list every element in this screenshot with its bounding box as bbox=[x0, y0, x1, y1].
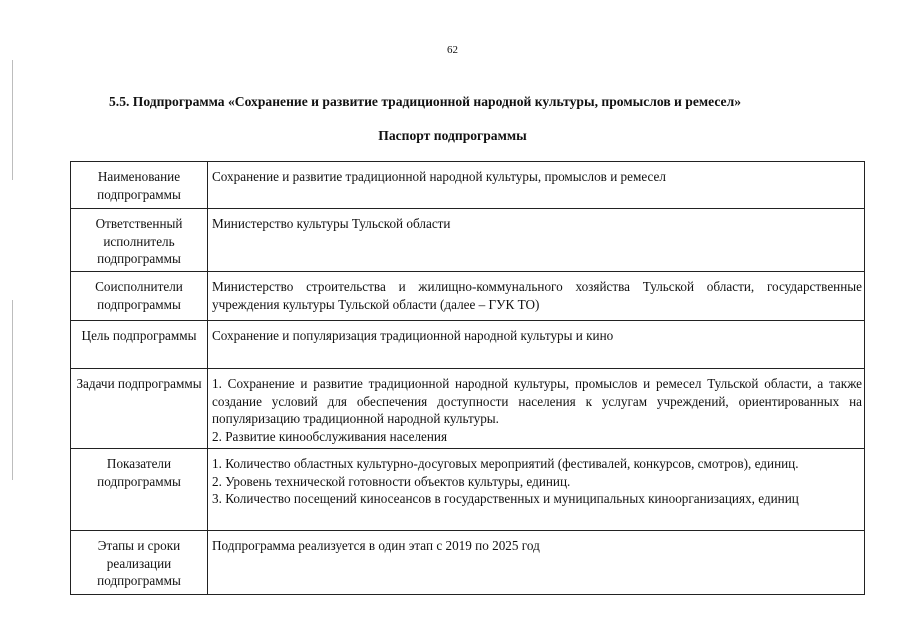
table-row bbox=[71, 369, 865, 449]
row-label: Цель подпрограммы bbox=[71, 321, 208, 369]
row-value bbox=[208, 321, 865, 369]
value-line: Министерство строительства и жилищно-коммунального хозяйства Тульской области, государственные учреждения культуры Тульской области (далее – ГУК ТО) bbox=[212, 279, 862, 312]
row-value bbox=[208, 162, 865, 209]
value-line: 1. Сохранение и развитие традиционной народной культуры, промыслов и ремесел Тульской области, а также создание условий для обеспечения доступности населения к услугам учреждений, ориентированных на популяризацию традиционной народной культуры. bbox=[212, 376, 862, 426]
value-line: Сохранение и популяризация традиционной народной культуры и кино bbox=[212, 328, 614, 343]
row-value bbox=[208, 272, 865, 321]
row-value bbox=[208, 209, 865, 272]
row-label: Задачи подпрограммы bbox=[71, 369, 208, 449]
value-line: 3. Количество посещений киносеансов в государственных и муниципальных киноорганизациях, единиц bbox=[212, 491, 799, 506]
table-row bbox=[71, 531, 865, 595]
table-row bbox=[71, 272, 865, 321]
table-row bbox=[71, 162, 865, 209]
scan-margin-mark bbox=[12, 60, 13, 180]
value-line: Министерство культуры Тульской области bbox=[212, 216, 451, 231]
value-line: Сохранение и развитие традиционной народной культуры, промыслов и ремесел bbox=[212, 169, 666, 184]
row-label: Этапы и сроки реализации подпрограммы bbox=[71, 531, 208, 595]
row-label: Показатели подпрограммы bbox=[71, 449, 208, 531]
value-line: 2. Уровень технической готовности объектов культуры, единиц. bbox=[212, 473, 571, 489]
value-line: 2. Развитие кинообслуживания населения bbox=[212, 428, 448, 444]
row-label: Соисполнители подпрограммы bbox=[71, 272, 208, 321]
row-value bbox=[208, 531, 865, 595]
section-title: 5.5. Подпрограмма «Сохранение и развитие традиционной народной культуры, промыслов и ремесел» bbox=[109, 94, 741, 109]
passport-subtitle: Паспорт подпрограммы bbox=[378, 128, 527, 143]
scan-margin-mark bbox=[12, 300, 13, 480]
page-number: 62 bbox=[447, 44, 458, 56]
table-row bbox=[71, 449, 865, 531]
passport-table bbox=[70, 161, 865, 595]
row-value bbox=[208, 449, 865, 531]
row-label: Наименование подпрограммы bbox=[71, 162, 208, 209]
value-line: Подпрограмма реализуется в один этап с 2019 по 2025 год bbox=[212, 538, 540, 553]
table-row bbox=[71, 209, 865, 272]
row-label: Ответственный исполнитель подпрограммы bbox=[71, 209, 208, 272]
value-line: 1. Количество областных культурно-досуговых мероприятий (фестивалей, конкурсов, смотров), единиц. bbox=[212, 456, 799, 471]
row-value bbox=[208, 369, 865, 449]
table-row bbox=[71, 321, 865, 369]
